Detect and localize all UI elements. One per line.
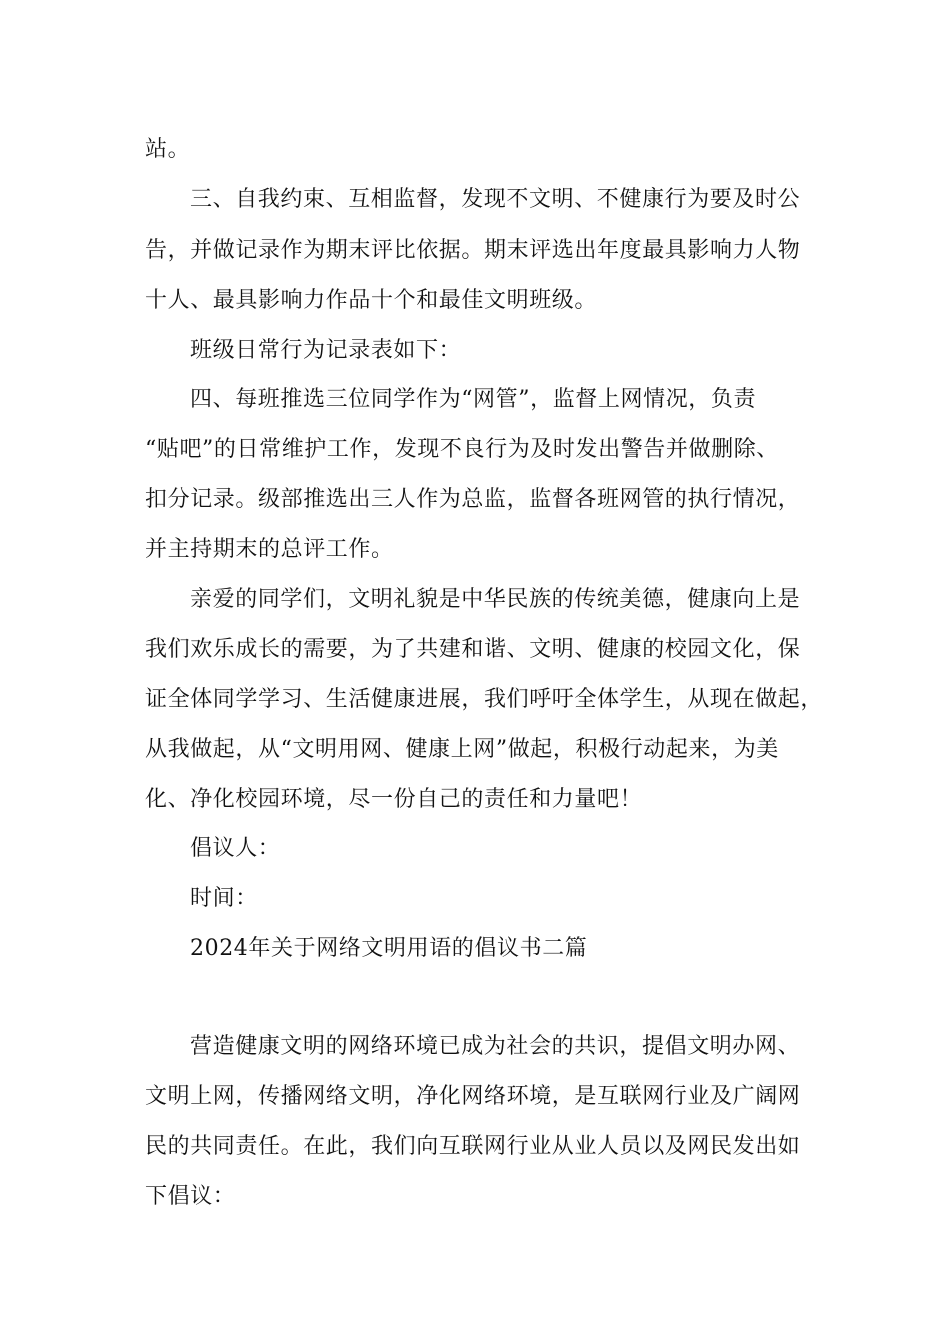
signature-label: 倡议人：: [190, 836, 281, 861]
section-title: 2024年关于网络文明用语的倡议书二篇: [190, 936, 588, 961]
paragraph-line: 十人、最具影响力作品十个和最佳文明班级。: [145, 288, 598, 313]
paragraph-line: 扣分记录。级部推选出三人作为总监，监督各班网管的执行情况，: [145, 487, 801, 512]
date-label: 时间：: [190, 886, 258, 911]
paragraph-line: 民的共同责任。在此，我们向互联网行业从业人员以及网民发出如: [145, 1134, 801, 1159]
paragraph-line: 营造健康文明的网络环境已成为社会的共识，提倡文明办网、: [190, 1034, 801, 1059]
paragraph-line: 三、自我约束、互相监督，发现不文明、不健康行为要及时公: [190, 187, 801, 212]
paragraph-line: 我们欢乐成长的需要，为了共建和谐、文明、健康的校园文化，保: [145, 637, 801, 662]
paragraph-line: 亲爱的同学们，文明礼貌是中华民族的传统美德，健康向上是: [190, 587, 801, 612]
paragraph-line: 化、净化校园环境，尽一份自己的责任和力量吧！: [145, 787, 643, 812]
paragraph-line: 告，并做记录作为期末评比依据。期末评选出年度最具影响力人物: [145, 238, 801, 263]
paragraph-line: 文明上网，传播网络文明，净化网络环境，是互联网行业及广阔网: [145, 1084, 801, 1109]
paragraph-line: 班级日常行为记录表如下：: [190, 338, 462, 363]
paragraph-line: 并主持期末的总评工作。: [145, 537, 394, 562]
paragraph-line: “贴吧”的日常维护工作，发现不良行为及时发出警告并做删除、: [145, 437, 779, 462]
paragraph-line: 四、每班推选三位同学作为“网管”，监督上网情况，负责: [190, 387, 757, 412]
paragraph-line: 证全体同学学习、生活健康进展，我们呼吁全体学生，从现在做起，: [145, 687, 824, 712]
paragraph-line: 站。: [145, 137, 191, 162]
paragraph-line: 从我做起，从“文明用网、健康上网”做起，积极行动起来，为美: [145, 737, 779, 762]
paragraph-line: 下倡议：: [145, 1184, 236, 1209]
